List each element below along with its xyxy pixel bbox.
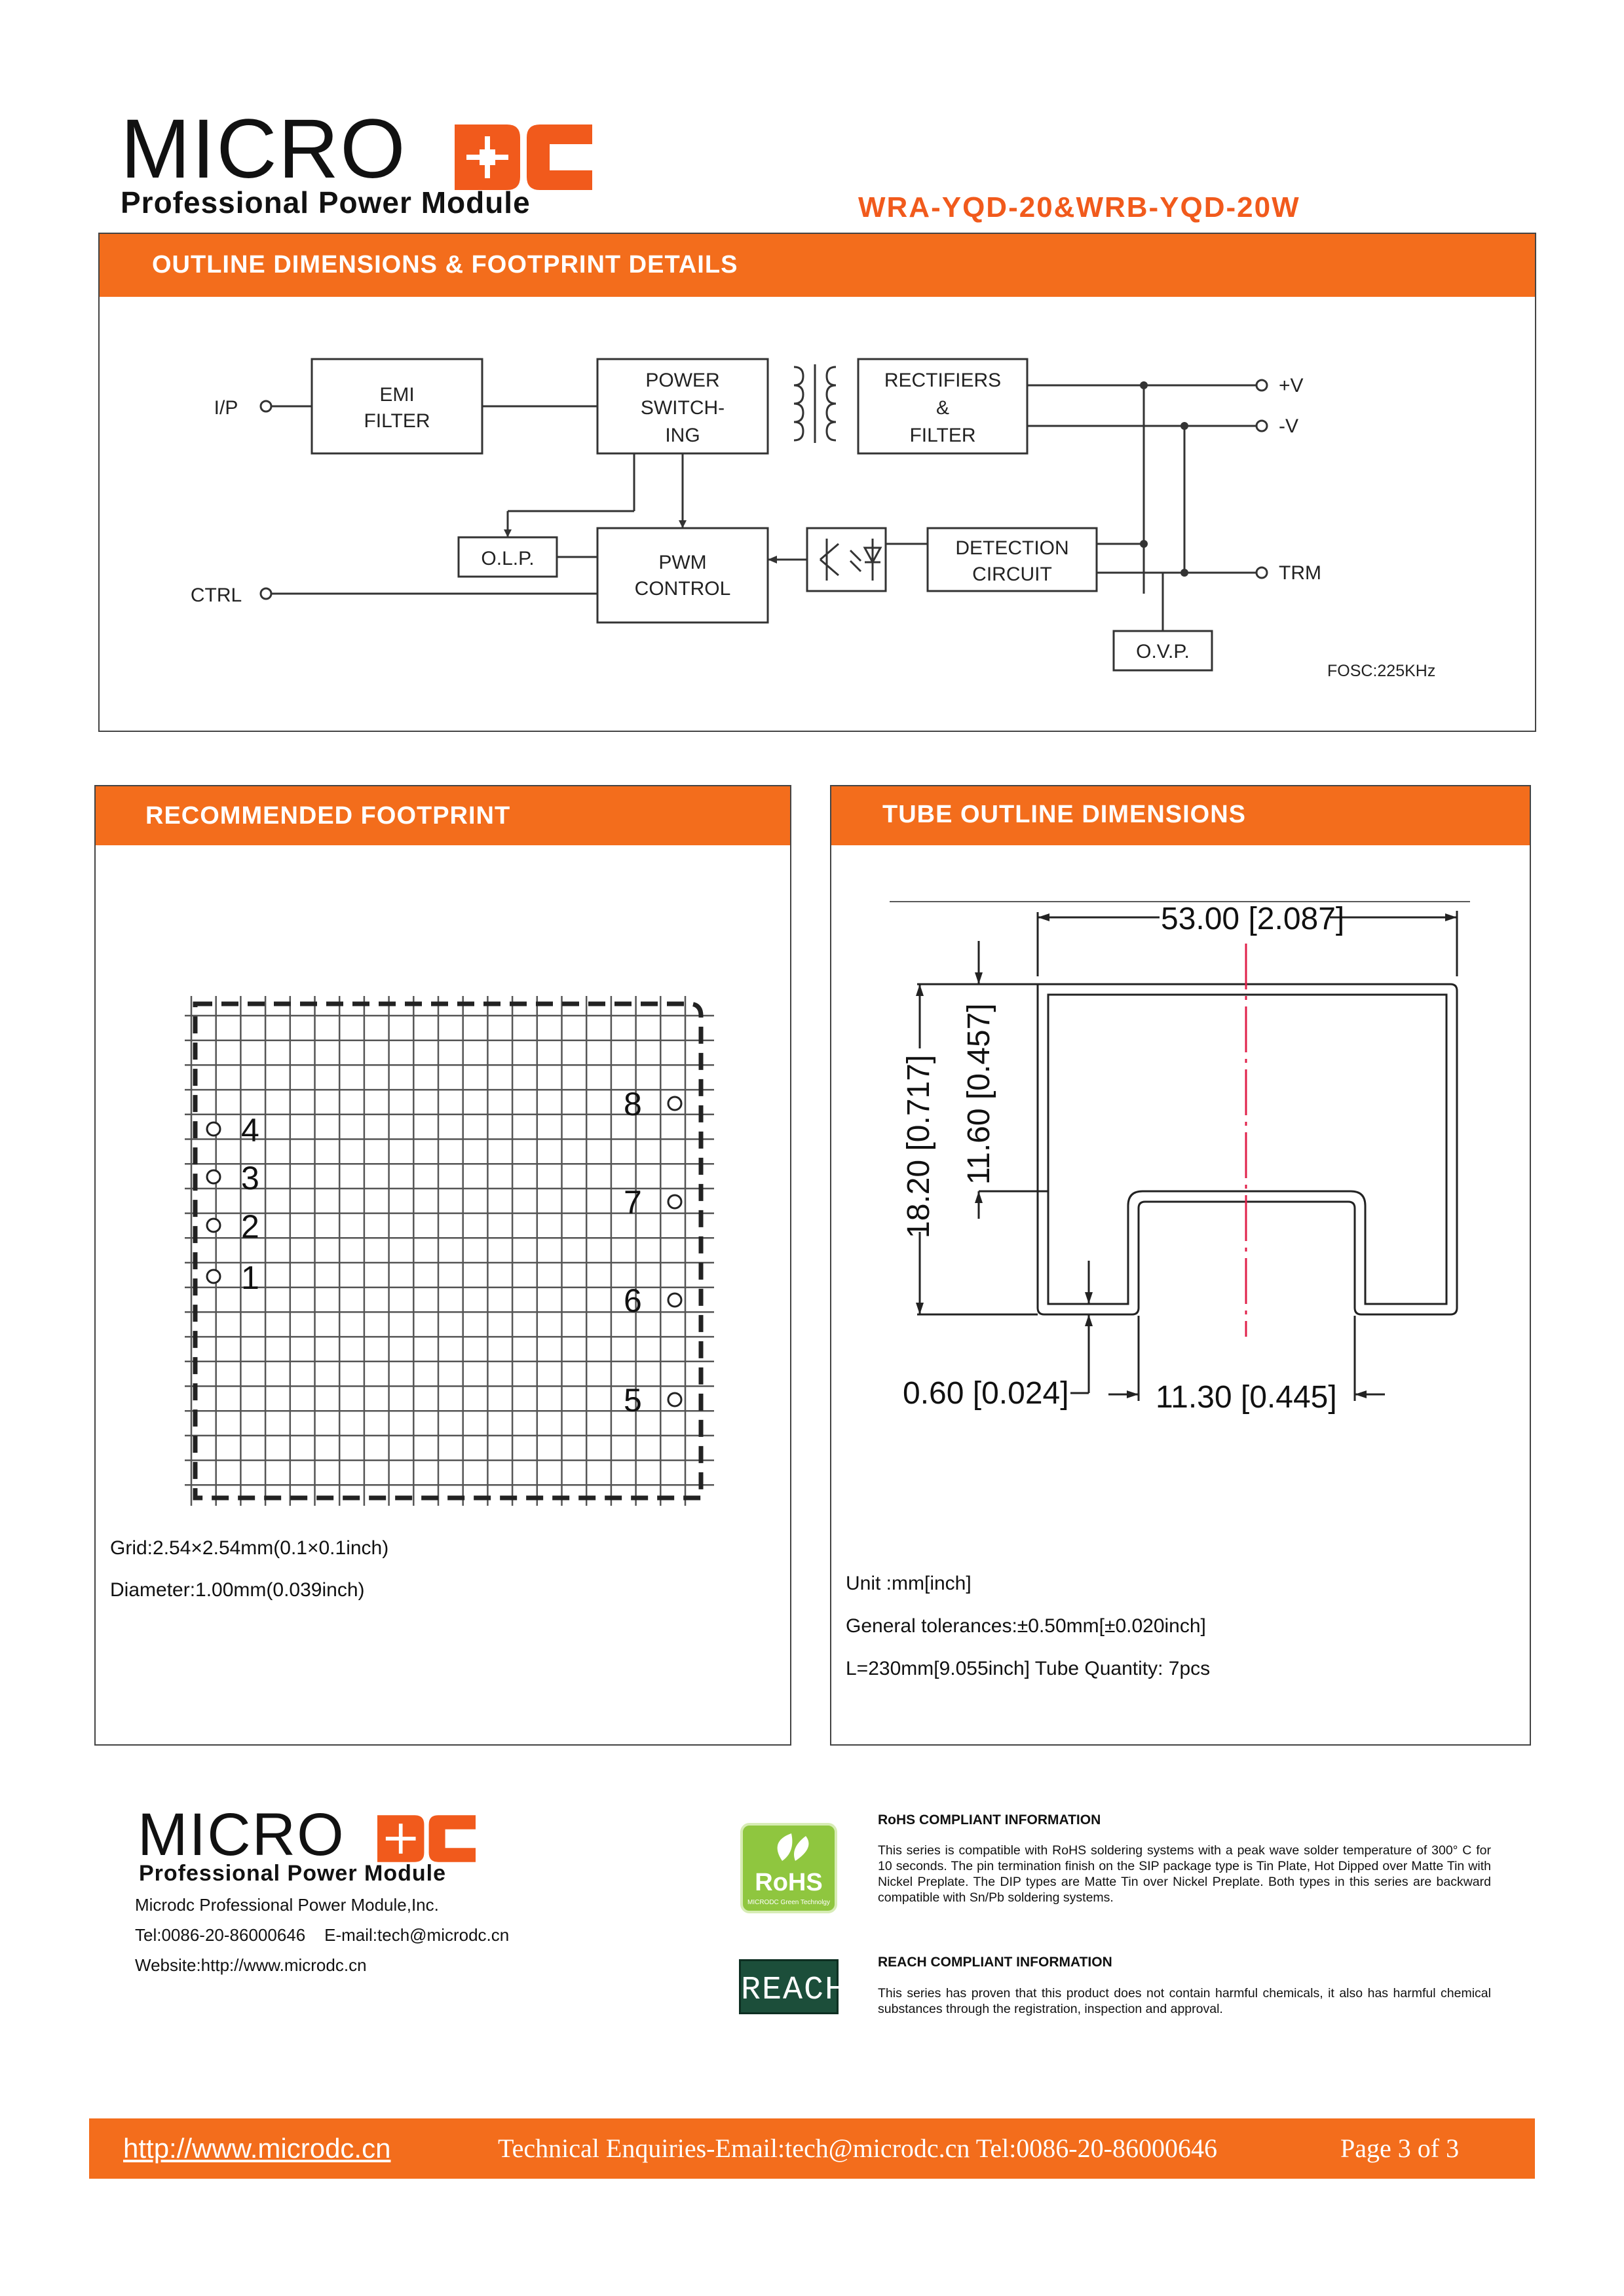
reach-badge [739, 1959, 846, 2014]
pin-label-8: 8 [624, 1086, 642, 1122]
reach-badge-label: REACH [741, 1972, 846, 2009]
tube-inner-height-label: 11.60 [0.457] [962, 1003, 996, 1185]
rohs-text: This series is compatible with RoHS soldering systems with a peak wave solder temperature of 300° C for 10 seconds. The pin termination finish on the SIP package type is Tin Plate, Hot Dipped over Matte Tin with Nickel Preplate. The DIP types are Matte Tin over Nickel Preplate. Both types in this series are backward compatible with Sn/Pb soldering systems. [878, 1843, 1491, 1905]
company-website: Website:http://www.microdc.cn [135, 1955, 367, 1975]
logo-wordmark: MICRO [121, 102, 407, 196]
grid-note: Grid:2.54×2.54mm(0.1×0.1inch) [110, 1537, 389, 1559]
pwm-line2: CONTROL [634, 578, 731, 600]
page-number: Page 3 of 3 [1340, 2133, 1460, 2163]
pin-label-7: 7 [624, 1184, 642, 1221]
tube-height-label: 18.20 [0.717] [901, 1054, 936, 1238]
footprint-panel-title: RECOMMENDED FOOTPRINT [145, 802, 511, 830]
rohs-badge-sub: MICRODC Green Technolgy [747, 1899, 830, 1906]
emi-line1: EMI [379, 384, 415, 406]
footer-enquiries: Technical Enquiries-Email:tech@microdc.cn Tel:0086-20-86000646 [498, 2133, 1217, 2163]
length-note: L=230mm[9.055inch] Tube Quantity: 7pcs [846, 1658, 1211, 1679]
det-line1: DETECTION [955, 537, 1069, 559]
company-tel-email: Tel:0086-20-86000646 E-mail:tech@microdc.cn [135, 1925, 510, 1945]
pin-label-1: 1 [241, 1259, 259, 1296]
footer-url-link[interactable]: http://www.microdc.cn [123, 2133, 391, 2164]
fosc-label: FOSC:225KHz [1327, 662, 1436, 680]
footer-logo-wordmark: MICRO [138, 1801, 345, 1868]
rect-line1: RECTIFIERS [884, 370, 1002, 391]
emi-line2: FILTER [364, 410, 430, 432]
vminus-label: -V [1279, 415, 1298, 437]
pin-label-6: 6 [624, 1282, 642, 1319]
pin-label-5: 5 [624, 1382, 642, 1419]
logo-tagline: Professional Power Module [121, 185, 531, 220]
leaf-icon [743, 1828, 840, 1874]
diameter-note: Diameter:1.00mm(0.039inch) [110, 1579, 365, 1601]
company-name: Microdc Professional Power Module,Inc. [135, 1895, 439, 1915]
footer-logo [138, 1801, 478, 1886]
model-title: WRA-YQD-20&WRB-YQD-20W [858, 191, 1300, 223]
tube-wall-label: 0.60 [0.024] [903, 1376, 1069, 1411]
pin-label-2: 2 [241, 1208, 259, 1245]
pin-label-3: 3 [241, 1160, 259, 1196]
footer-tagline: Professional Power Module [139, 1861, 446, 1886]
power-line1: POWER [645, 370, 720, 391]
rohs-badge [740, 1823, 837, 1913]
det-line2: CIRCUIT [972, 564, 1052, 585]
footer-bar [89, 2118, 1535, 2179]
tolerance-note: General tolerances:±0.50mm[±0.020inch] [846, 1615, 1206, 1637]
ctrl-label: CTRL [190, 584, 242, 606]
footer-logo-dc-mark [377, 1815, 476, 1862]
power-line3: ING [665, 425, 700, 446]
rohs-title: RoHS COMPLIANT INFORMATION [878, 1812, 1101, 1827]
power-line2: SWITCH- [640, 397, 725, 419]
tube-panel-title: TUBE OUTLINE DIMENSIONS [882, 801, 1247, 828]
rect-line2: & [935, 397, 950, 419]
pin-label-4: 4 [241, 1112, 259, 1149]
outline-panel-title: OUTLINE DIMENSIONS & FOOTPRINT DETAILS [152, 251, 738, 278]
ip-label: I/P [214, 397, 238, 419]
rohs-badge-label: RoHS [755, 1869, 823, 1896]
vplus-label: +V [1279, 375, 1304, 396]
reach-text: This series has proven that this product does not contain harmful chemicals, it also has harmful chemical substances through the registration, inspection and approval. [878, 1986, 1491, 2016]
olp-label: O.L.P. [481, 548, 535, 569]
rect-line3: FILTER [909, 425, 976, 446]
tube-width-label: 53.00 [2.087] [1161, 902, 1345, 936]
unit-note: Unit :mm[inch] [846, 1573, 972, 1594]
reach-title: REACH COMPLIANT INFORMATION [878, 1955, 1112, 1970]
pwm-line1: PWM [658, 552, 707, 573]
tube-slot-label: 11.30 [0.445] [1156, 1380, 1337, 1415]
ovp-label: O.V.P. [1136, 641, 1190, 662]
trm-label: TRM [1279, 562, 1321, 584]
